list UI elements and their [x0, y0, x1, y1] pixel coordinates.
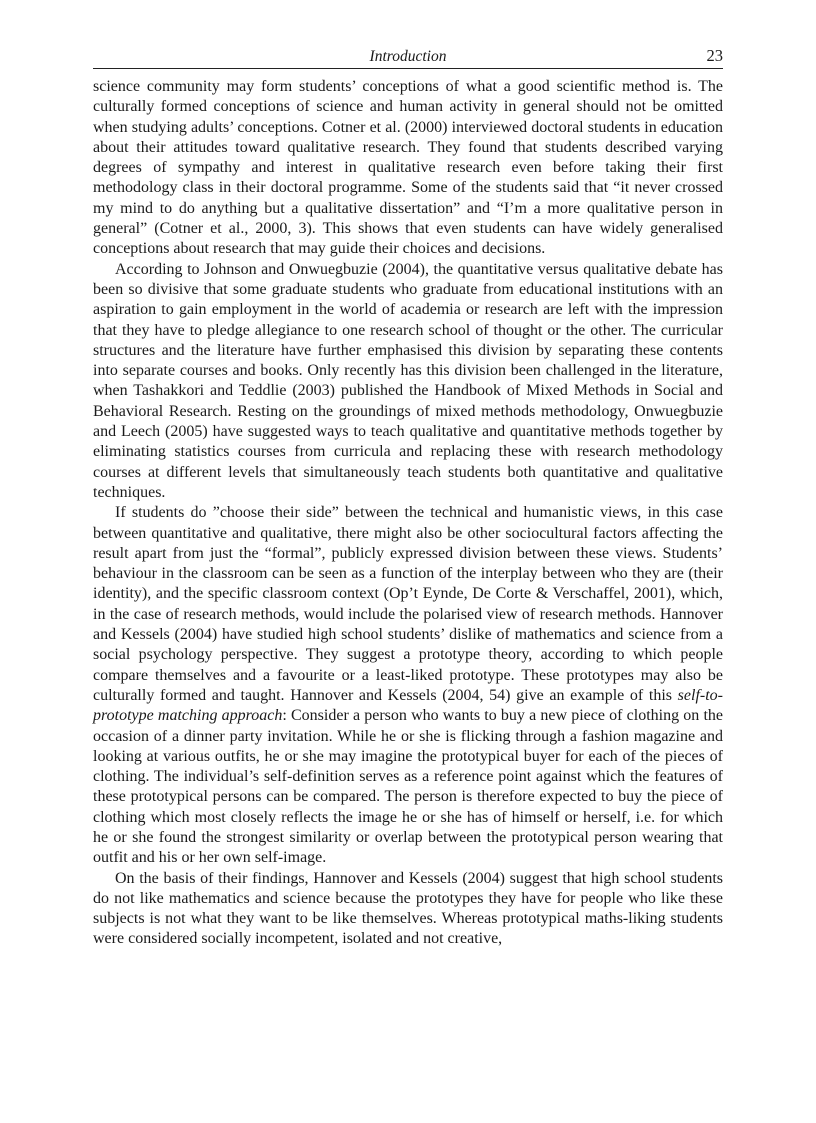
paragraph-3-text-after: : Consider a person who wants to buy a new piece of clothing on the occasion of a dinner party invitation. While he or she is flicking through a fashion magazine and looking at various outfits, he or she may imagine the prototypical buyer for each of the pieces of clothing. The individual’s self-definition serves as a reference point against which the features of these prototypical persons can be compared. The person is therefore expected to buy the piece of clothing which most closely reflects the image he or she has of himself or herself, i.e. for which he or she found the strongest similarity or overlap between the prototypical person wearing that outfit and his or her own self-image.	[93, 707, 724, 867]
paragraph-2: According to Johnson and Onwuegbuzie (2004), the quantitative versus qualitative debate has been so divisive that some graduate students who graduate from educational institutions with an aspiration to gain employment in the world of academia or research are left with the impression that they have to pledge allegiance to one research school of thought or the other. The curricular structures and the literature have further emphasised this division by separating these contents into separate courses and books. Only recently has this division been challenged in the literature, when Tashakkori and Teddlie (2003) published the Handbook of Mixed Methods in Social and Behavioral Research. Resting on the groundings of mixed methods methodology, Onwuegbuzie and Leech (2005) have suggested ways to teach qualitative and quantitative methods together by eliminating statistics courses from curricula and replacing these with research methodology courses at different levels that simultaneously teach students both quantitative and qualitative techniques.	[93, 260, 723, 501]
emphasis-term: self-to-prototype matching approach	[93, 686, 723, 725]
body-text	[93, 77, 723, 950]
paragraph-3	[93, 503, 723, 868]
running-title: Introduction	[369, 48, 447, 65]
paragraph-3-text-before: If students do ”choose their side” between the technical and humanistic views, in this case between quantitative and qualitative, there might also be other sociocultural factors affecting the result apart from just the “formal”, publicly expressed division between these views. Students’ behaviour in the classroom can be seen as a function of the interplay between who they are (their identity), and the specific classroom context (Op’t Eynde, De Corte & Verschaffel, 2001), which, in the case of research methods, would include the polarised view of research methods. Hannover and Kessels (2004) have studied high school students’ dislike of mathematics and science from a social psychology perspective. They suggest a prototype theory, according to which people compare themselves and a favourite or a least-liked prototype. These prototypes may also be culturally formed and taught. Hannover and Kessels (2004, 54) give an example of this	[93, 504, 723, 704]
paragraph-1: science community may form students’ conceptions of what a good scientific method is. The culturally formed conceptions of science and human activity in general should not be omitted when studying adults’ conceptions. Cotner et al. (2000) interviewed doctoral students in education about their attitudes toward qualitative research. They found that students described varying degrees of sympathy and interest in qualitative research even before taking their first methodology class in their doctoral programme. Some of the students said that “it never crossed my mind to do anything but a qualitative dissertation” and “I’m a more qualitative person in general” (Cotner et al., 2000, 3). This shows that even students can have widely generalised conceptions about research that may guide their choices and decisions.	[93, 78, 723, 258]
page-number: 23	[706, 46, 723, 65]
running-header	[93, 44, 723, 69]
paragraph-4: On the basis of their findings, Hannover and Kessels (2004) suggest that high school students do not like mathematics and science because the prototypes they have for people who like these subjects is not what they want to be like themselves. Whereas prototypical maths-liking students were considered socially incompetent, isolated and not creative,	[93, 869, 723, 948]
